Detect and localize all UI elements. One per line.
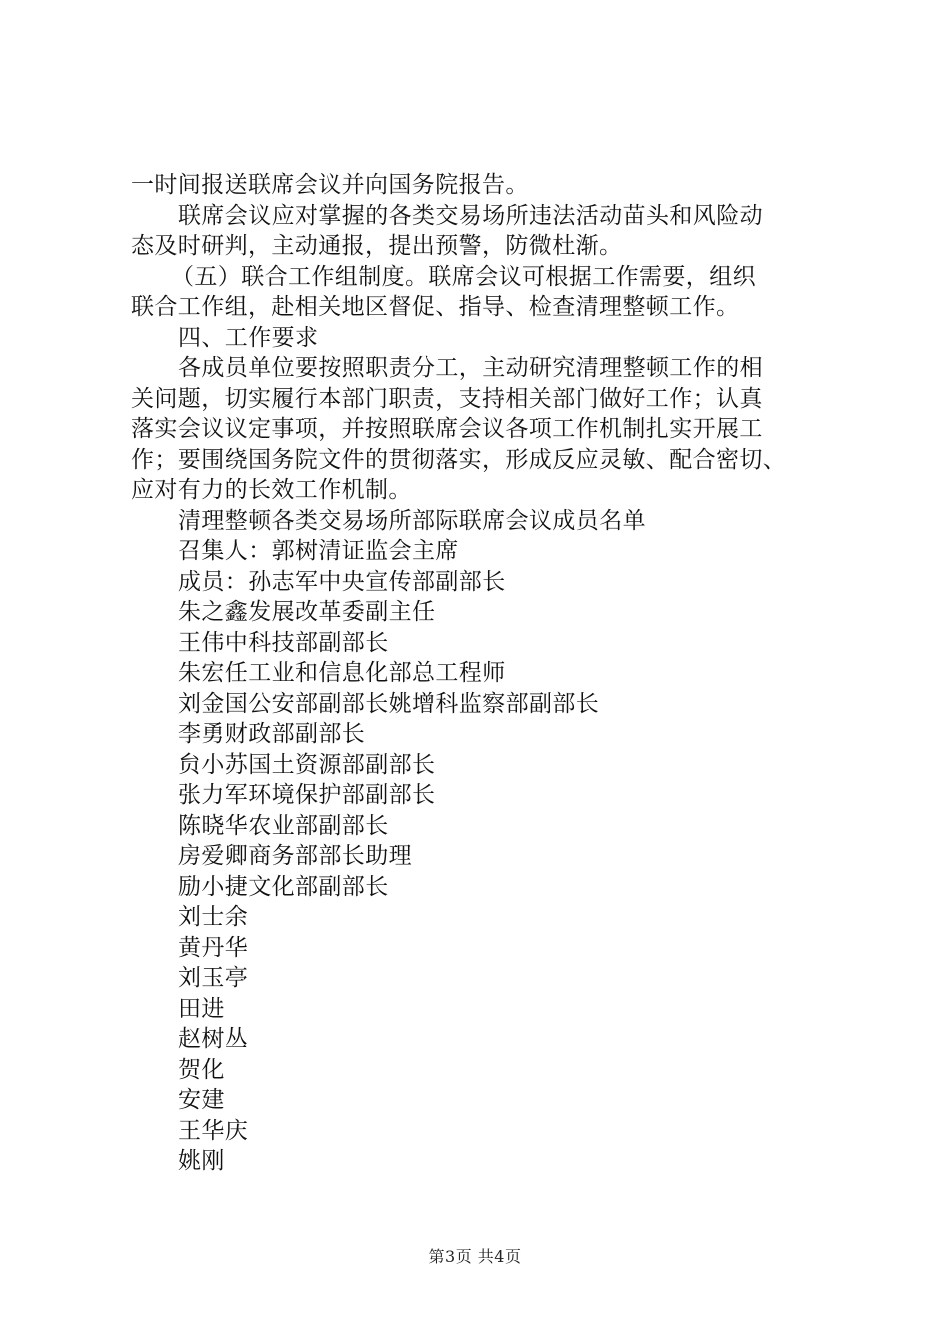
- list-item: 黄丹华: [178, 934, 249, 961]
- text-line: 应对有力的长效工作机制。: [131, 477, 412, 503]
- list-item: 王伟中科技部副部长: [178, 629, 389, 656]
- list-item: 刘金国公安部副部长姚增科监察部副部长: [178, 690, 600, 717]
- document-body: [131, 170, 851, 1177]
- text-line: 各成员单位要按照职责分工，主动研究清理整顿工作的相: [178, 355, 763, 381]
- list-item: 田进: [178, 995, 225, 1022]
- section-heading: 四、工作要求: [178, 324, 319, 351]
- list-item: 姚刚: [178, 1148, 225, 1174]
- list-item: 房爱卿商务部部长助理: [178, 843, 412, 869]
- list-item: 成员：孙志军中央宣传部副部长: [178, 568, 506, 595]
- page-number-footer: 第3页 共4页: [428, 1247, 522, 1266]
- text-line: 联合工作组，赴相关地区督促、指导、检查清理整顿工作。: [131, 294, 740, 320]
- list-item: 刘士余: [178, 904, 249, 930]
- text-line: 态及时研判，主动通报，提出预警，防微杜渐。: [131, 233, 623, 259]
- text-line: 关问题，切实履行本部门职责，支持相关部门做好工作；认真: [131, 385, 763, 412]
- list-item: 贺化: [178, 1056, 225, 1083]
- list-item: 李勇财政部副部长: [178, 721, 366, 747]
- list-item: 贠小苏国土资源部副部长: [178, 751, 436, 778]
- list-item: 励小捷文化部副部长: [178, 873, 389, 900]
- list-item: 安建: [178, 1087, 225, 1113]
- list-item: 召集人：郭树清证监会主席: [178, 538, 459, 564]
- list-item: 王华庆: [178, 1117, 249, 1144]
- list-item: 陈晓华农业部副部长: [178, 812, 389, 839]
- list-item: 赵树丛: [178, 1026, 249, 1052]
- list-item: 朱之鑫发展改革委副主任: [178, 599, 436, 625]
- text-line: 一时间报送联席会议并向国务院报告。: [131, 172, 529, 198]
- list-item: 刘玉亭: [178, 965, 249, 991]
- text-line: 作；要围绕国务院文件的贯彻落实，形成反应灵敏、配合密切、: [131, 446, 787, 473]
- text-line: （五）联合工作组制度。联席会议可根据工作需要，组织: [171, 263, 756, 290]
- text-line: 联席会议应对掌握的各类交易场所违法活动苗头和风险动: [178, 202, 763, 229]
- list-item: 张力军环境保护部副部长: [178, 782, 436, 808]
- list-title: 清理整顿各类交易场所部际联席会议成员名单: [178, 507, 646, 534]
- text-line: 落实会议议定事项，并按照联席会议各项工作机制扎实开展工: [131, 416, 763, 442]
- list-item: 朱宏任工业和信息化部总工程师: [178, 660, 506, 686]
